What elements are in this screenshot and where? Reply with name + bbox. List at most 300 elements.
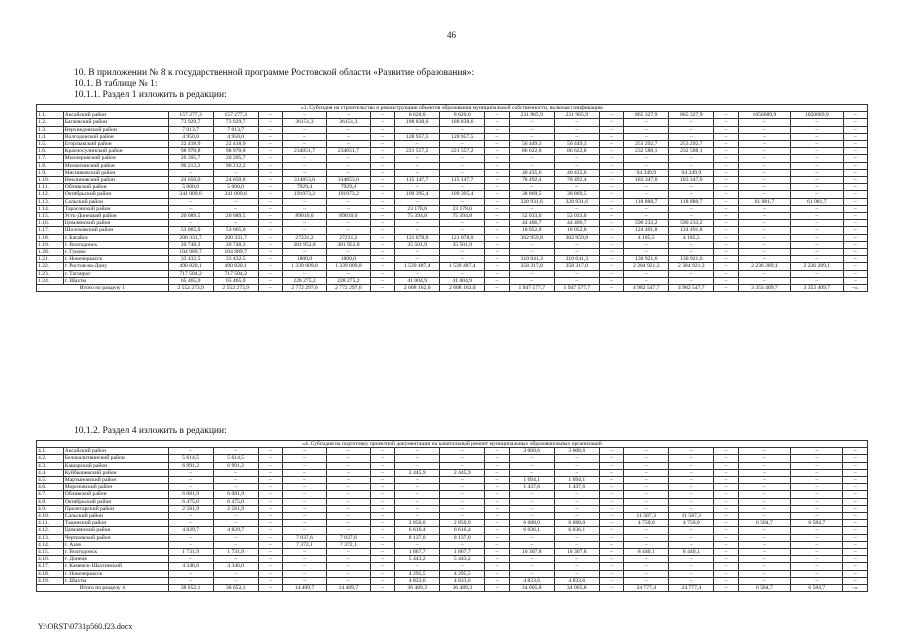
table-cell: –: [669, 155, 714, 162]
row-number: 4.9.: [37, 505, 64, 512]
table-cell: 118 888,7: [669, 198, 714, 205]
table-cell: –: [714, 112, 738, 119]
row-number: 1.10.: [37, 177, 64, 184]
table-row: [37, 270, 868, 277]
table-cell: 7929,4: [283, 184, 327, 191]
table-cell: 20 089,5: [213, 213, 258, 220]
table-cell: –: [283, 155, 327, 162]
table-cell: 2 581,9: [168, 505, 213, 512]
table-cell: 232 588,1: [624, 148, 669, 155]
table-cell: –: [599, 491, 623, 498]
table-cell: 4 833,6: [395, 577, 440, 584]
table-cell: –: [258, 455, 282, 462]
table-cell: –: [258, 448, 282, 455]
table-cell: 490 820,1: [168, 263, 213, 270]
table-cell: 40 435,6: [554, 169, 599, 176]
table-cell: –: [485, 256, 509, 263]
row-number: 1.23.: [37, 270, 64, 277]
table-cell: –: [599, 155, 623, 162]
table-cell: –: [509, 277, 554, 284]
table-cell: –: [485, 155, 509, 162]
row-number: 1.3.: [37, 126, 64, 133]
table-cell: –: [791, 184, 843, 191]
row-district: Обливский район: [63, 491, 168, 498]
table-cell: –: [599, 563, 623, 570]
table-cell: –: [599, 169, 623, 176]
table-cell: –: [509, 162, 554, 169]
table-cell: –: [843, 112, 868, 119]
table-cell: –: [213, 448, 258, 455]
table-cell: –: [738, 249, 790, 256]
table-cell: –: [485, 505, 509, 512]
table-cell: –: [485, 520, 509, 527]
table-cell: –: [283, 126, 327, 133]
table-cell: –: [791, 498, 843, 505]
table-cell: 10 307,8: [509, 549, 554, 556]
total-cell: 36 489,3: [440, 585, 485, 592]
table-cell: 98 970,8: [168, 148, 213, 155]
table-cell: –: [258, 191, 282, 198]
table-row: [37, 162, 868, 169]
table-cell: –: [509, 570, 554, 577]
table-cell: –: [791, 270, 843, 277]
table-cell: –: [326, 527, 370, 534]
table-cell: 109 395,4: [440, 191, 485, 198]
table-cell: –: [669, 249, 714, 256]
table-cell: 7 372,1: [283, 541, 327, 548]
table-cell: –: [791, 534, 843, 541]
table-cell: –: [370, 155, 394, 162]
table-cell: –: [669, 119, 714, 126]
table-cell: 4 750,0: [624, 520, 669, 527]
table-cell: 1 339 009,8: [326, 263, 370, 270]
table-cell: –: [791, 455, 843, 462]
table-row: [37, 448, 868, 455]
table-cell: –: [168, 469, 213, 476]
table-cell: –: [843, 126, 868, 133]
table-cell: –: [624, 162, 669, 169]
table-cell: 328 931,6: [554, 198, 599, 205]
table-cell: –: [714, 198, 738, 205]
table-cell: –: [326, 227, 370, 234]
table-cell: –: [283, 462, 327, 469]
table-cell: –: [326, 249, 370, 256]
table-cell: –: [669, 491, 714, 498]
table-cell: –: [843, 249, 868, 256]
table-cell: 38 869,5: [554, 191, 599, 198]
table-cell: –: [714, 270, 738, 277]
table-cell: –: [554, 505, 599, 512]
table-cell: –: [791, 191, 843, 198]
table-cell: –: [370, 498, 394, 505]
table-cell: –: [714, 491, 738, 498]
table-cell: –: [714, 462, 738, 469]
row-number: 4.10.: [37, 513, 64, 520]
row-district: Волгодонской район: [63, 133, 168, 140]
table-cell: –: [370, 263, 394, 270]
table-cell: –: [213, 169, 258, 176]
table-cell: –: [738, 541, 790, 548]
table-cell: –: [738, 534, 790, 541]
table-cell: –: [509, 155, 554, 162]
table-cell: –: [168, 577, 213, 584]
table-cell: –: [714, 549, 738, 556]
table-cell: –: [326, 133, 370, 140]
table-cell: 3 008,6: [554, 448, 599, 455]
table-cell: 188 838,6: [395, 119, 440, 126]
table-cell: –: [599, 148, 623, 155]
table-cell: –: [485, 241, 509, 248]
table-cell: –: [509, 126, 554, 133]
table-cell: –: [370, 184, 394, 191]
table-cell: –: [258, 220, 282, 227]
table-cell: –: [554, 534, 599, 541]
table-cell: –: [168, 541, 213, 548]
table-cell: 8 440,1: [669, 549, 714, 556]
table-cell: –: [326, 155, 370, 162]
table-cell: 302 959,8: [509, 234, 554, 241]
table-cell: 20 748,3: [168, 241, 213, 248]
table-cell: –: [485, 205, 509, 212]
table-cell: 221 557,2: [395, 148, 440, 155]
table-cell: –: [599, 249, 623, 256]
table-cell: –: [624, 191, 669, 198]
table-cell: –: [714, 133, 738, 140]
table-cell: –: [599, 455, 623, 462]
table-cell: –: [283, 556, 327, 563]
table-cell: –: [599, 241, 623, 248]
table-cell: 130 921,6: [624, 256, 669, 263]
table-cell: –: [258, 484, 282, 491]
table-cell: –: [714, 169, 738, 176]
table-cell: –: [599, 477, 623, 484]
table-cell: 20 748,3: [213, 241, 258, 248]
table-row: [37, 462, 868, 469]
row-district: Кашарский район: [63, 462, 168, 469]
table-cell: –: [843, 205, 868, 212]
row-number: 1.17.: [37, 227, 64, 234]
table-cell: –: [258, 577, 282, 584]
table-cell: –: [440, 491, 485, 498]
table-cell: –: [440, 126, 485, 133]
table-cell: 104 989,7: [213, 249, 258, 256]
table-cell: –: [738, 227, 790, 234]
table-cell: –: [714, 563, 738, 570]
table-cell: –: [485, 227, 509, 234]
table-cell: –: [714, 256, 738, 263]
total-cell: 1 947 577,7: [554, 285, 599, 292]
table-cell: –: [370, 455, 394, 462]
table-cell: –: [370, 256, 394, 263]
table-cell: –: [395, 220, 440, 227]
table-cell: –: [791, 126, 843, 133]
table-cell: –: [213, 520, 258, 527]
table-cell: 4 833,6: [440, 577, 485, 584]
table-cell: –: [395, 249, 440, 256]
table-cell: 310 041,3: [554, 256, 599, 263]
table-cell: –: [791, 155, 843, 162]
page-number: 46: [447, 30, 456, 40]
table-cell: –: [370, 277, 394, 284]
table-cell: –: [669, 126, 714, 133]
table-row: [37, 527, 868, 534]
table-cell: –: [554, 184, 599, 191]
table-cell: –: [599, 112, 623, 119]
table-row: [37, 549, 868, 556]
table-cell: –: [624, 270, 669, 277]
table-cell: –: [714, 505, 738, 512]
table-cell: 4 829,7: [213, 527, 258, 534]
table-cell: –: [714, 513, 738, 520]
table-cell: –: [791, 563, 843, 570]
table-cell: 52 033,0: [554, 213, 599, 220]
table-cell: –: [283, 505, 327, 512]
table-cell: 4 950,0: [213, 133, 258, 140]
table-cell: –: [599, 520, 623, 527]
heading-line-4: 10.1.2. Раздел 4 изложить в редакции:: [74, 426, 227, 436]
table-cell: –: [624, 577, 669, 584]
table-cell: 1 539 487,4: [440, 263, 485, 270]
table-cell: –: [370, 477, 394, 484]
table-cell: –: [168, 448, 213, 455]
total-cell: 6 584,7: [738, 585, 790, 592]
table-cell: 2 445,9: [440, 469, 485, 476]
table-cell: –: [440, 484, 485, 491]
table-cell: –: [258, 563, 282, 570]
table-row: [37, 191, 868, 198]
table-cell: –: [509, 205, 554, 212]
table-cell: –: [283, 563, 327, 570]
table-cell: –: [843, 169, 868, 176]
table-cell: –: [624, 213, 669, 220]
table-row: [37, 126, 868, 133]
table-cell: 183 347,0: [669, 177, 714, 184]
table-cell: –: [738, 119, 790, 126]
total-cell: 2 772 297,6: [283, 285, 327, 292]
table-cell: –: [738, 270, 790, 277]
table-cell: –: [714, 126, 738, 133]
table-cell: –: [599, 462, 623, 469]
table-cell: –: [395, 484, 440, 491]
table-cell: –: [258, 498, 282, 505]
table-row: [37, 505, 868, 512]
table-row: [37, 256, 868, 263]
table-cell: –: [168, 220, 213, 227]
table-cell: –: [791, 256, 843, 263]
table-cell: –: [624, 484, 669, 491]
table-cell: 1 437,6: [509, 484, 554, 491]
table-cell: –: [624, 455, 669, 462]
table-cell: –: [624, 534, 669, 541]
table-cell: 2 445,9: [395, 469, 440, 476]
table-cell: –: [326, 549, 370, 556]
table-row: [37, 220, 868, 227]
table-cell: –: [738, 491, 790, 498]
table-cell: –: [509, 556, 554, 563]
table-cell: 35 501,9: [440, 241, 485, 248]
table-cell: 200 331,7: [168, 234, 213, 241]
table-cell: –: [554, 513, 599, 520]
table-cell: –: [168, 556, 213, 563]
table-cell: –: [843, 491, 868, 498]
table-cell: –: [669, 448, 714, 455]
table-cell: –: [843, 577, 868, 584]
table-row: [37, 133, 868, 140]
table-cell: –: [258, 213, 282, 220]
table-cell: –: [485, 534, 509, 541]
table-cell: –: [599, 277, 623, 284]
table-cell: –: [370, 556, 394, 563]
table-cell: –: [258, 155, 282, 162]
table-cell: –: [258, 520, 282, 527]
table-cell: –: [440, 498, 485, 505]
table-cell: –: [738, 505, 790, 512]
table-cell: –: [485, 570, 509, 577]
table-cell: 27231,2: [326, 234, 370, 241]
table-cell: 36151,3: [326, 119, 370, 126]
table-cell: 6 616,4: [395, 527, 440, 534]
table-cell: 2 850,0: [395, 520, 440, 527]
table-cell: –: [624, 126, 669, 133]
table-row: [37, 205, 868, 212]
table-cell: 717 504,2: [213, 270, 258, 277]
row-district: г. Батайск: [63, 234, 168, 241]
table-cell: –: [791, 513, 843, 520]
table-row: [37, 249, 868, 256]
table-cell: 314853,0: [283, 177, 327, 184]
table-cell: 7 013,7: [213, 126, 258, 133]
table-cell: –: [714, 234, 738, 241]
table-cell: –: [485, 169, 509, 176]
table-cell: –: [624, 527, 669, 534]
row-district: Усть-Донецкий район: [63, 213, 168, 220]
table-cell: –: [791, 448, 843, 455]
table-cell: –: [326, 448, 370, 455]
table-cell: 8 440,1: [624, 549, 669, 556]
table-cell: –: [326, 563, 370, 570]
table-cell: –: [669, 462, 714, 469]
table-cell: –: [440, 563, 485, 570]
table-cell: –: [509, 133, 554, 140]
row-number: 1.2.: [37, 119, 64, 126]
table-cell: –: [485, 541, 509, 548]
table-cell: 86 622,8: [509, 148, 554, 155]
table-row: [37, 577, 868, 584]
table-section-1: [36, 104, 868, 292]
table-cell: –: [669, 505, 714, 512]
table-cell: –: [370, 220, 394, 227]
table-cell: 1050689,9: [738, 112, 790, 119]
table-row: [37, 556, 868, 563]
table-cell: 301 952,8: [283, 241, 327, 248]
total-cell: –: [599, 585, 623, 592]
table-cell: –: [485, 119, 509, 126]
table-cell: –: [485, 491, 509, 498]
table-cell: 1 339 009,8: [283, 263, 327, 270]
row-number: 1.22.: [37, 263, 64, 270]
row-district: Цимлянский район: [63, 220, 168, 227]
table-cell: –: [283, 513, 327, 520]
table-cell: –: [843, 227, 868, 234]
row-district: Милютинский район: [63, 162, 168, 169]
table-cell: –: [554, 556, 599, 563]
table-cell: –: [258, 119, 282, 126]
table-cell: 5 443,2: [395, 556, 440, 563]
table-cell: –: [624, 155, 669, 162]
table-cell: –: [554, 491, 599, 498]
table-cell: –: [326, 141, 370, 148]
table-cell: –: [669, 541, 714, 548]
table-cell: –: [843, 534, 868, 541]
table-cell: 65 465,0: [213, 277, 258, 284]
total-cell: 38 652,1: [213, 585, 258, 592]
table-cell: –: [624, 541, 669, 548]
table-cell: –: [554, 563, 599, 570]
table-cell: –: [326, 513, 370, 520]
table-cell: –: [213, 556, 258, 563]
table-cell: –: [843, 155, 868, 162]
table-cell: –: [791, 141, 843, 148]
table-cell: 4 750,0: [669, 520, 714, 527]
table-cell: –: [669, 498, 714, 505]
row-number: 1.16.: [37, 220, 64, 227]
table-cell: 4 295,5: [440, 570, 485, 577]
table-cell: 1 694,1: [554, 477, 599, 484]
table-cell: –: [258, 256, 282, 263]
table-cell: –: [669, 213, 714, 220]
table-cell: –: [370, 198, 394, 205]
table-row: [37, 498, 868, 505]
table-cell: 8 137,0: [395, 534, 440, 541]
table-cell: –: [554, 462, 599, 469]
row-district: Пролетарский район: [63, 505, 168, 512]
table-cell: –: [395, 227, 440, 234]
total-cell: 14 409,7: [326, 585, 370, 592]
table-cell: –: [509, 249, 554, 256]
table-cell: 157 277,3: [168, 112, 213, 119]
table-cell: –: [669, 133, 714, 140]
table-cell: –: [669, 277, 714, 284]
table-cell: –: [599, 184, 623, 191]
table-cell: 341 009,6: [168, 191, 213, 198]
table-cell: –: [485, 126, 509, 133]
table-row: [37, 198, 868, 205]
row-number: 4.18.: [37, 570, 64, 577]
table-cell: 1 867,7: [395, 549, 440, 556]
table-cell: 75 394,8: [440, 213, 485, 220]
table-cell: 20 395,7: [168, 155, 213, 162]
table-cell: –: [843, 462, 868, 469]
table-title: «4. Субсидия на подготовку проектной документации на капитальный ремонт муниципальных образовательных организаций: [37, 441, 868, 448]
table-cell: –: [258, 263, 282, 270]
table-row: [37, 477, 868, 484]
table-cell: 231 965,9: [554, 112, 599, 119]
table-cell: –: [326, 556, 370, 563]
row-district: г. Азов: [63, 541, 168, 548]
table-cell: 11 587,3: [669, 513, 714, 520]
row-number: 1.5.: [37, 141, 64, 148]
table-cell: –: [485, 527, 509, 534]
table-cell: 1 731,9: [168, 549, 213, 556]
row-district: Неклиновский район: [63, 177, 168, 184]
table-cell: –: [554, 155, 599, 162]
total-cell: 2 552 273,9: [213, 285, 258, 292]
table-cell: –: [669, 556, 714, 563]
table-cell: –: [509, 491, 554, 498]
table-cell: –: [738, 527, 790, 534]
table-cell: –: [843, 191, 868, 198]
table-cell: –: [843, 263, 868, 270]
